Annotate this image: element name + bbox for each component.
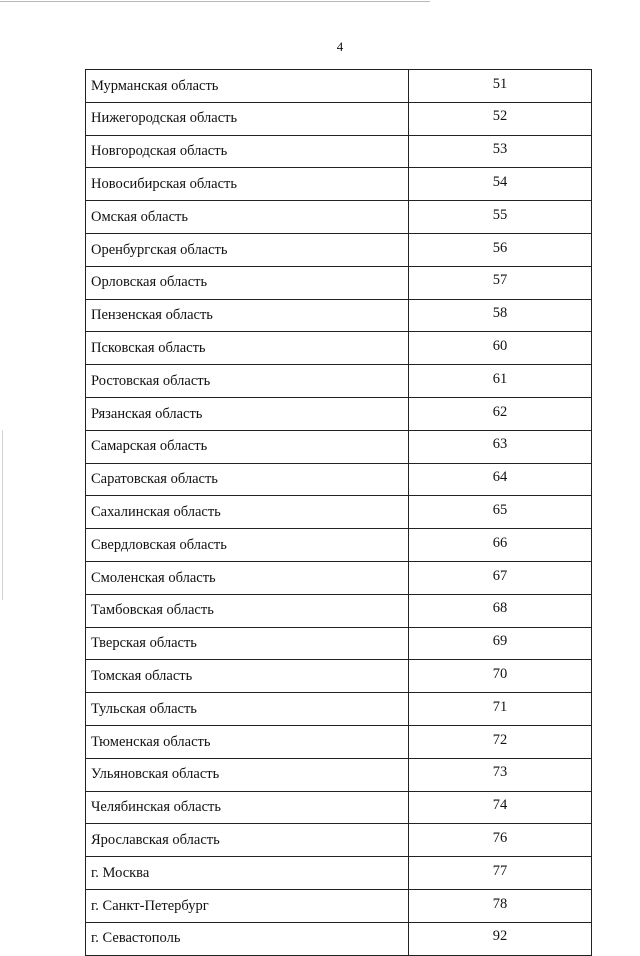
table-row <box>86 135 592 168</box>
region-code-cell: 61 <box>409 365 592 398</box>
table-row <box>86 693 592 726</box>
region-code-cell: 78 <box>409 889 592 922</box>
region-code-cell: 57 <box>409 266 592 299</box>
table-row <box>86 496 592 529</box>
scan-margin-mark <box>2 430 3 600</box>
region-name-cell: Саратовская область <box>86 463 409 496</box>
region-name-cell: Смоленская область <box>86 561 409 594</box>
region-code-cell: 67 <box>409 561 592 594</box>
table-row <box>86 299 592 332</box>
region-code-cell: 53 <box>409 135 592 168</box>
region-name-cell: Новгородская область <box>86 135 409 168</box>
region-code-cell: 65 <box>409 496 592 529</box>
region-name-cell: Рязанская область <box>86 397 409 430</box>
region-name-cell: Тульская область <box>86 693 409 726</box>
region-code-cell: 60 <box>409 332 592 365</box>
region-code-cell: 51 <box>409 70 592 103</box>
table-row <box>86 365 592 398</box>
region-code-cell: 63 <box>409 430 592 463</box>
region-code-cell: 76 <box>409 824 592 857</box>
region-code-cell: 54 <box>409 168 592 201</box>
table-row <box>86 70 592 103</box>
table-row <box>86 233 592 266</box>
region-code-cell: 56 <box>409 233 592 266</box>
table-row <box>86 168 592 201</box>
region-code-cell: 52 <box>409 102 592 135</box>
table-row <box>86 758 592 791</box>
region-name-cell: Челябинская область <box>86 791 409 824</box>
region-name-cell: Оренбургская область <box>86 233 409 266</box>
table-row <box>86 102 592 135</box>
region-name-cell: Тюменская область <box>86 725 409 758</box>
regions-table <box>85 69 592 956</box>
page-number: 4 <box>336 39 344 54</box>
region-name-cell: Сахалинская область <box>86 496 409 529</box>
region-code-cell: 68 <box>409 594 592 627</box>
table-row <box>86 791 592 824</box>
region-name-cell: Мурманская область <box>86 70 409 103</box>
region-code-cell: 74 <box>409 791 592 824</box>
region-code-cell: 71 <box>409 693 592 726</box>
table-row <box>86 332 592 365</box>
region-code-cell: 70 <box>409 660 592 693</box>
region-code-cell: 72 <box>409 725 592 758</box>
region-code-cell: 69 <box>409 627 592 660</box>
table-row <box>86 594 592 627</box>
region-name-cell: Ульяновская область <box>86 758 409 791</box>
table-row <box>86 725 592 758</box>
region-name-cell: Ярославская область <box>86 824 409 857</box>
region-name-cell: Нижегородская область <box>86 102 409 135</box>
region-name-cell: Томская область <box>86 660 409 693</box>
region-name-cell: г. Севастополь <box>86 922 409 955</box>
region-name-cell: г. Санкт-Петербург <box>86 889 409 922</box>
region-name-cell: Тамбовская область <box>86 594 409 627</box>
region-code-cell: 92 <box>409 922 592 955</box>
region-code-cell: 58 <box>409 299 592 332</box>
region-name-cell: Омская область <box>86 201 409 234</box>
region-name-cell: Орловская область <box>86 266 409 299</box>
table-row <box>86 266 592 299</box>
table-row <box>86 561 592 594</box>
table-row <box>86 397 592 430</box>
region-name-cell: Самарская область <box>86 430 409 463</box>
region-code-cell: 77 <box>409 857 592 890</box>
table-row <box>86 889 592 922</box>
region-name-cell: Пензенская область <box>86 299 409 332</box>
table-row <box>86 201 592 234</box>
table-row <box>86 824 592 857</box>
region-name-cell: Свердловская область <box>86 529 409 562</box>
region-name-cell: Псковская область <box>86 332 409 365</box>
region-code-cell: 73 <box>409 758 592 791</box>
region-name-cell: Новосибирская область <box>86 168 409 201</box>
table-row <box>86 660 592 693</box>
table-row <box>86 529 592 562</box>
scan-edge-line <box>0 1 430 2</box>
region-code-cell: 64 <box>409 463 592 496</box>
table-row <box>86 463 592 496</box>
region-code-cell: 66 <box>409 529 592 562</box>
region-code-cell: 55 <box>409 201 592 234</box>
regions-table-body <box>86 70 592 956</box>
table-row <box>86 857 592 890</box>
region-name-cell: Тверская область <box>86 627 409 660</box>
table-row <box>86 922 592 955</box>
table-row <box>86 627 592 660</box>
table-row <box>86 430 592 463</box>
region-code-cell: 62 <box>409 397 592 430</box>
region-name-cell: Ростовская область <box>86 365 409 398</box>
region-name-cell: г. Москва <box>86 857 409 890</box>
